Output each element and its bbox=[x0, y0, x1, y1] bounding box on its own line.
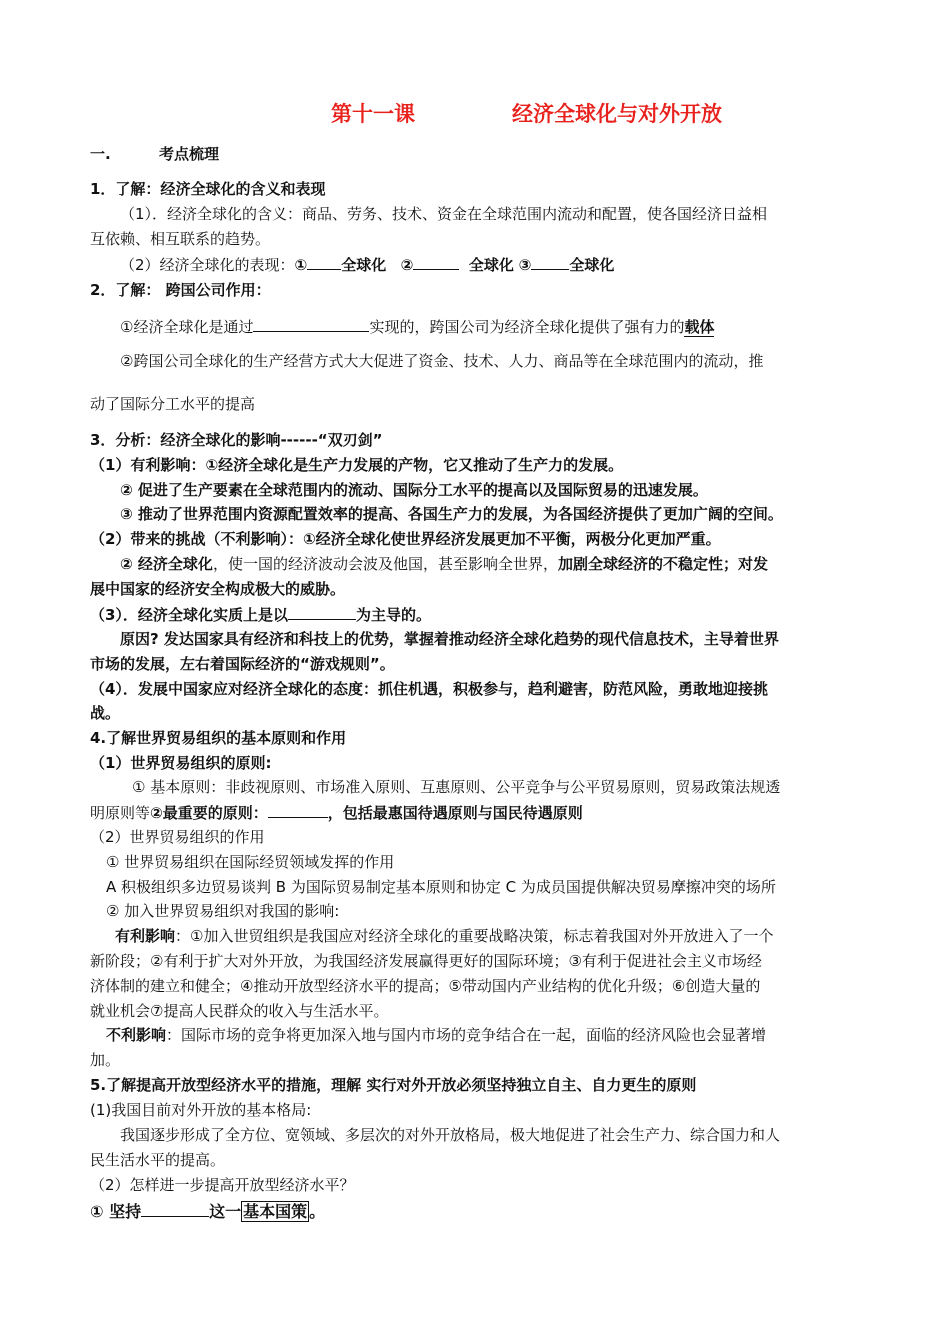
point4-principles-2 bbox=[90, 801, 583, 824]
lesson-number: 第十一课 bbox=[331, 102, 415, 126]
last-line-start: ① 坚持 bbox=[90, 1202, 142, 1221]
section-title: 考点梳理 bbox=[159, 145, 220, 163]
point3-attitude-1: （4）．发展中国家应对经济全球化的态度：抓住机遇，积极参与，趋利避害，防范风险，勇敢地迎接挑 bbox=[90, 680, 768, 698]
blank-field bbox=[141, 1200, 209, 1217]
point3-challenge-1: （2）带来的挑战（不利影响）：①经济全球化使世界经济发展更加不平衡，两极分化更加严重。 bbox=[90, 530, 721, 548]
point4-negative-2: 加。 bbox=[90, 1051, 121, 1069]
point2-line3: 动了国际分工水平的提高 bbox=[90, 395, 256, 413]
point4-positive-4: 就业机会⑦提高人民群众的收入与生活水平。 bbox=[90, 1002, 389, 1020]
point2-carrier-term: 载体 bbox=[684, 318, 715, 336]
point2-heading: 2．了解： 跨国公司作用： bbox=[90, 281, 271, 299]
forms-item-1: ① bbox=[294, 256, 308, 274]
positive-text: ：①加入世贸组织是我国应对经济全球化的重要战略决策，标志着我国对外开放进入了一个 bbox=[175, 927, 774, 945]
positive-label: 有利影响 bbox=[115, 927, 176, 945]
point4-role-2: A 积极组织多边贸易谈判 B 为国际贸易制定基本原则和协定 C 为成员国提供解决贸易摩擦冲突的场所 bbox=[106, 878, 776, 896]
point4-positive-2: 新阶段；②有利于扩大对外开放，为我国经济发展赢得更好的国际环境；③有利于促进社会主义市场经 bbox=[90, 952, 762, 970]
blank-field bbox=[253, 315, 369, 332]
point2-line1-mid: 实现的，跨国公司为经济全球化提供了强有力的 bbox=[369, 318, 685, 336]
point3-reason-2: 市场的发展，左右着国际经济的“游戏规则”。 bbox=[90, 655, 395, 673]
blank-field bbox=[288, 603, 356, 620]
point1-definition-line1: （1）．经济全球化的含义：商品、劳务、技术、资金在全球范围内流动和配置，使各国经济日益相 bbox=[120, 205, 768, 223]
forms-item-2: ② bbox=[400, 256, 414, 274]
forms-item-3-suffix: 全球化 bbox=[569, 256, 615, 274]
point2-line2: ②跨国公司全球化的生产经营方式大大促进了资金、技术、人力、商品等在全球范围内的流动，推 bbox=[120, 352, 764, 370]
point5-last-line bbox=[90, 1200, 325, 1223]
point5-pattern-2: 民生活水平的提高。 bbox=[90, 1151, 226, 1169]
point3-benefit-1: （1）有利影响：①经济全球化是生产力发展的产物，它又推动了生产力的发展。 bbox=[90, 456, 624, 474]
point1-definition-line2: 互依赖、相互联系的趋势。 bbox=[90, 230, 271, 248]
point3-heading: 3．分析：经济全球化的影响------“双刃剑” bbox=[90, 431, 383, 449]
point3-benefit-3: ③ 推动了世界范围内资源配置效率的提高、各国生产力的发展，为各国经济提供了更加广阔的空间。 bbox=[120, 505, 783, 523]
point4-sub2: （2）世界贸易组织的作用 bbox=[90, 828, 265, 846]
challenge-2-start: ② 经济全球化 bbox=[120, 555, 213, 573]
essence-end: 为主导的。 bbox=[355, 606, 431, 624]
point4-negative-1 bbox=[106, 1024, 766, 1046]
point4-positive-3: 济体制的建立和健全；④推动开放型经济水平的提高；⑤带动国内产业结构的优化升级；⑥创造大量的 bbox=[90, 977, 761, 995]
point4-positive-1 bbox=[115, 925, 773, 947]
negative-label: 不利影响 bbox=[106, 1026, 167, 1044]
forms-item-1-suffix: 全球化 bbox=[341, 256, 387, 274]
point4-heading: 4.了解世界贸易组织的基本原则和作用 bbox=[90, 729, 347, 747]
point4-sub1: （1）世界贸易组织的原则: bbox=[90, 754, 272, 772]
blank-field bbox=[413, 253, 459, 270]
point3-challenge-3: 展中国家的经济安全构成极大的威胁。 bbox=[90, 580, 346, 598]
forms-prefix: （2）经济全球化的表现： bbox=[120, 256, 295, 274]
principles-2-start: 明原则等 bbox=[90, 804, 151, 822]
point5-sub2: （2）怎样进一步提高开放型经济水平？ bbox=[90, 1176, 355, 1194]
principles-2-end: ，包括最惠国待遇原则与国民待遇原则 bbox=[327, 804, 583, 822]
forms-item-3: ③ bbox=[518, 256, 532, 274]
point2-line1-start: ①经济全球化是通过 bbox=[120, 318, 254, 336]
point2-line1 bbox=[120, 315, 714, 338]
point5-sub1: (1)我国目前对外开放的基本格局: bbox=[90, 1101, 312, 1119]
point4-role-1: ① 世界贸易组织在国际经贸领域发挥的作用 bbox=[106, 853, 395, 871]
point5-pattern-1: 我国逐步形成了全方位、宽领域、多层次的对外开放格局，极大地促进了社会生产力、综合国力和人 bbox=[120, 1126, 781, 1144]
point5-heading: 5.了解提高开放型经济水平的措施，理解 实行对外开放必须坚持独立自主、自力更生的原则 bbox=[90, 1076, 697, 1094]
point1-heading: 1．了解：经济全球化的含义和表现 bbox=[90, 180, 326, 198]
point3-essence bbox=[90, 603, 431, 626]
forms-item-2-suffix: 全球化 bbox=[468, 256, 514, 274]
point3-benefit-2: ② 促进了生产要素在全球范围内的流动、国际分工水平的提高以及国际贸易的迅速发展。 bbox=[120, 481, 708, 499]
negative-text: ：国际市场的竞争将更加深入地与国内市场的竞争结合在一起，面临的经济风险也会显著增 bbox=[166, 1026, 767, 1044]
point3-challenge-2 bbox=[120, 553, 768, 575]
challenge-2-mid: ，使一国的经济波动会波及他国，甚至影响全世界， bbox=[212, 555, 558, 573]
principles-2-key: ②最重要的原则： bbox=[150, 804, 268, 822]
last-line-end: 。 bbox=[309, 1202, 326, 1221]
blank-field bbox=[307, 253, 341, 270]
point4-principles-1: ① 基本原则：非歧视原则、市场准入原则、互惠原则、公平竞争与公平贸易原则，贸易政策法规透 bbox=[132, 778, 781, 796]
point3-attitude-2: 战。 bbox=[90, 704, 121, 722]
blank-field bbox=[268, 801, 328, 818]
last-line-mid: 这一 bbox=[209, 1202, 242, 1221]
lesson-title: 经济全球化与对外开放 bbox=[512, 102, 722, 126]
blank-field bbox=[531, 253, 569, 270]
point1-forms-line bbox=[120, 253, 614, 276]
point4-role-3: ② 加入世界贸易组织对我国的影响: bbox=[106, 902, 340, 920]
point3-reason-1: 原因? 发达国家具有经济和科技上的优势，掌握着推动经济全球化趋势的现代信息技术，主导着世界 bbox=[120, 630, 779, 648]
section-number: 一. bbox=[90, 145, 111, 163]
challenge-2-end: 加剧全球经济的不稳定性；对发 bbox=[557, 555, 768, 573]
essence-start: （3）．经济全球化实质上是以 bbox=[90, 606, 288, 624]
basic-policy-term: 基本国策 bbox=[243, 1202, 308, 1221]
